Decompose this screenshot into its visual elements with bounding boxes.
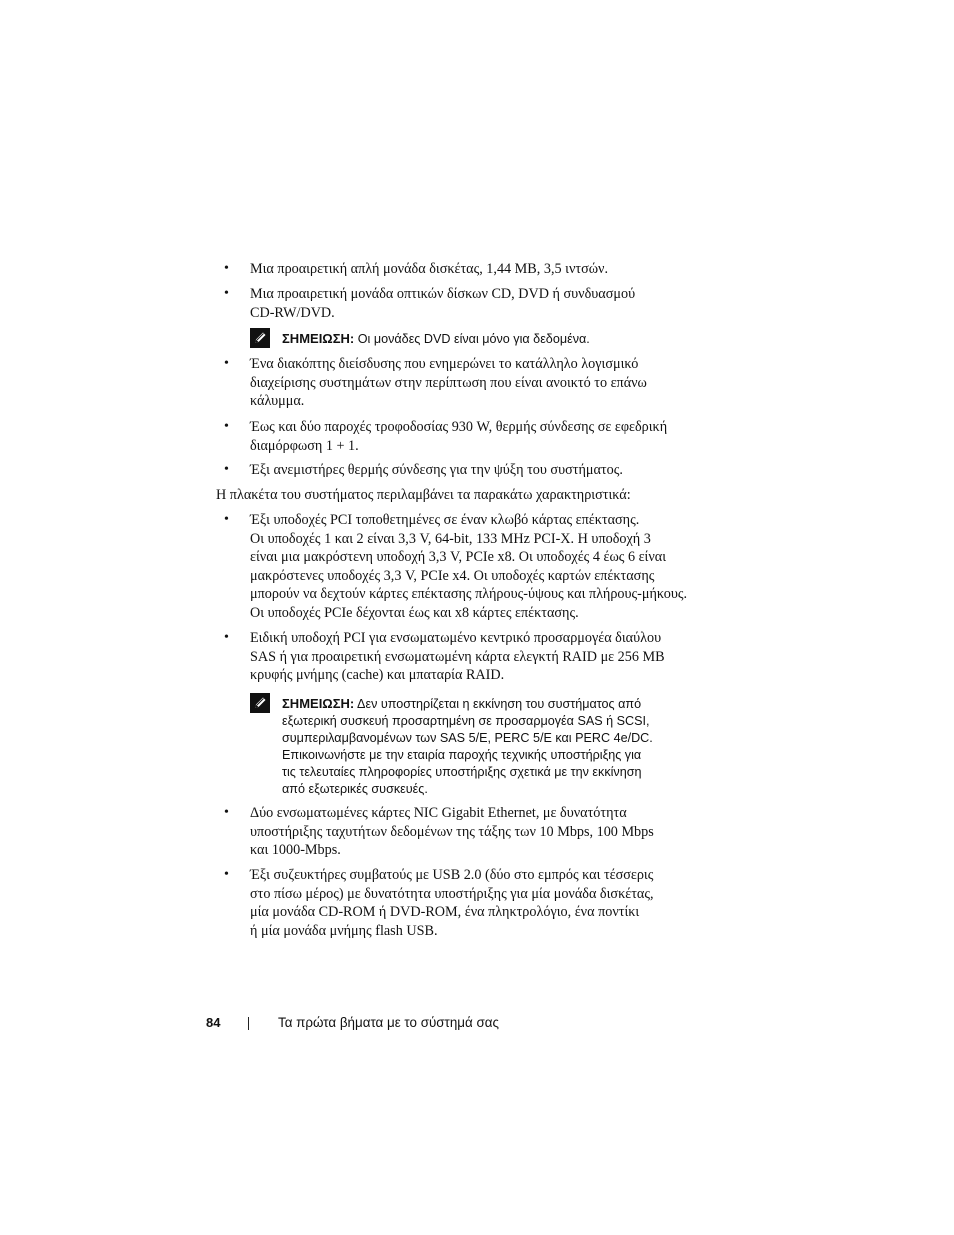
bullet-marker: • xyxy=(224,462,229,477)
note-label: ΣΗΜΕΙΩΣΗ: xyxy=(282,331,355,346)
bullet-marker: • xyxy=(224,356,229,371)
note-text-line: Οι μονάδες DVD είναι μόνο για δεδομένα. xyxy=(354,332,590,346)
list-item-line: μακρόστενες υποδοχές 3,3 V, PCIe x4. Οι υποδοχές καρτών επέκτασης xyxy=(250,567,655,584)
list-item-line: κρυφής μνήμης (cache) και μπαταρία RAID. xyxy=(250,667,505,683)
list-item-line: Ένα διακόπτης διείσδυσης που ενημερώνει το κατάλληλο λογισμικό xyxy=(250,356,639,372)
list-item-line: Μια προαιρετική απλή μονάδα δισκέτας, 1,44 MB, 3,5 ιντσών. xyxy=(250,261,609,277)
page-number: 84 xyxy=(206,1015,221,1030)
note-pencil-icon xyxy=(250,328,270,348)
bullet-marker: • xyxy=(224,867,229,882)
bullet-marker: • xyxy=(224,419,229,434)
list-item-line: διαμόρφωση 1 + 1. xyxy=(250,437,359,454)
note-text-line: τις τελευταίες πληροφορίες υποστήριξης σχετικά με την εκκίνηση xyxy=(282,765,642,779)
note-text-line: εξωτερική συσκευή προσαρτημένη σε προσαρμογέα SAS ή SCSI, xyxy=(282,714,650,728)
list-item-line: SAS ή για προαιρετική ενσωματωμένη κάρτα ελεγκτή RAID με 256 MB xyxy=(250,648,665,665)
note-text-line: από εξωτερικές συσκευές. xyxy=(282,782,428,796)
list-item-line: στο πίσω μέρος) με δυνατότητα υποστήριξης για μία μονάδα δισκέτας, xyxy=(250,885,654,902)
note-label: ΣΗΜΕΙΩΣΗ: xyxy=(282,696,355,711)
list-item xyxy=(250,511,720,622)
note-pencil-icon xyxy=(250,693,270,713)
intro-paragraph: Η πλακέτα του συστήματος περιλαμβάνει τα παρακάτω χαρακτηριστικά: xyxy=(216,487,631,503)
list-item-line: Έξι υποδοχές PCI τοποθετημένες σε έναν κλωβό κάρτας επέκτασης. xyxy=(250,512,640,528)
list-item-line: ή μία μονάδα μνήμης flash USB. xyxy=(250,922,438,939)
note-text-line: Επικοινωνήστε με την εταιρία παροχής τεχνικής υποστήριξης για xyxy=(282,748,642,762)
bullet-marker: • xyxy=(224,805,229,820)
list-item-line: διαχείρισης συστημάτων στην περίπτωση που είναι ανοικτό το επάνω xyxy=(250,374,647,391)
list-item-line: Δύο ενσωματωμένες κάρτες NIC Gigabit Ethernet, με δυνατότητα xyxy=(250,805,627,821)
list-item-line: Έως και δύο παροχές τροφοδοσίας 930 W, θερμής σύνδεσης σε εφεδρική xyxy=(250,419,668,435)
bullet-marker: • xyxy=(224,512,229,527)
list-item xyxy=(250,461,720,480)
list-item-line: Οι υποδοχές PCIe δέχονται έως και x8 κάρτες επέκτασης. xyxy=(250,604,579,621)
list-item xyxy=(250,804,720,860)
note-text-line: συμπεριλαμβανομένων των SAS 5/E, PERC 5/E και PERC 4e/DC. xyxy=(282,731,653,745)
list-item-line: Έξι ανεμιστήρες θερμής σύνδεσης για την ψύξη του συστήματος. xyxy=(250,462,623,478)
list-item-line: μπορούν να δεχτούν κάρτες επέκτασης πλήρους-ύψους και πλήρους-μήκους. xyxy=(250,586,688,602)
list-item-line: είναι μια μακρόστενη υποδοχή 3,3 V, PCIe x8. Οι υποδοχές 4 έως 6 είναι xyxy=(250,549,667,565)
footer-divider xyxy=(248,1017,249,1030)
list-item-line: Έξι συζευκτήρες συμβατούς με USB 2.0 (δύο στο εμπρός και τέσσερις xyxy=(250,867,654,883)
bullet-marker: • xyxy=(224,286,229,301)
list-item-line: Ειδική υποδοχή PCI για ενσωματωμένο κεντρικό προσαρμογέα διαύλου xyxy=(250,630,662,646)
list-item-line: Μια προαιρετική μονάδα οπτικών δίσκων CD, DVD ή συνδυασμού xyxy=(250,286,636,302)
list-item-line: CD-RW/DVD. xyxy=(250,304,335,321)
list-item-line: κάλυμμα. xyxy=(250,393,305,409)
list-item xyxy=(250,285,720,322)
footer-chapter-title: Τα πρώτα βήματα με το σύστημά σας xyxy=(278,1015,499,1030)
list-item xyxy=(250,418,720,455)
list-item xyxy=(250,866,720,940)
list-item xyxy=(250,260,720,279)
list-item-line: Οι υποδοχές 1 και 2 είναι 3,3 V, 64-bit, 133 MHz PCI-X. Η υποδοχή 3 xyxy=(250,530,651,547)
list-item xyxy=(250,355,720,411)
note-text-line: Δεν υποστηρίζεται η εκκίνηση του συστήματος από xyxy=(354,697,642,711)
list-item xyxy=(250,629,720,685)
bullet-marker: • xyxy=(224,630,229,645)
bullet-marker: • xyxy=(224,261,229,276)
list-item-line: και 1000-Mbps. xyxy=(250,842,341,858)
list-item-line: υποστήριξης ταχυτήτων δεδομένων της τάξης των 10 Mbps, 100 Mbps xyxy=(250,823,654,840)
list-item-line: μία μονάδα CD-ROM ή DVD-ROM, ένα πληκτρολόγιο, ένα ποντίκι xyxy=(250,904,640,920)
